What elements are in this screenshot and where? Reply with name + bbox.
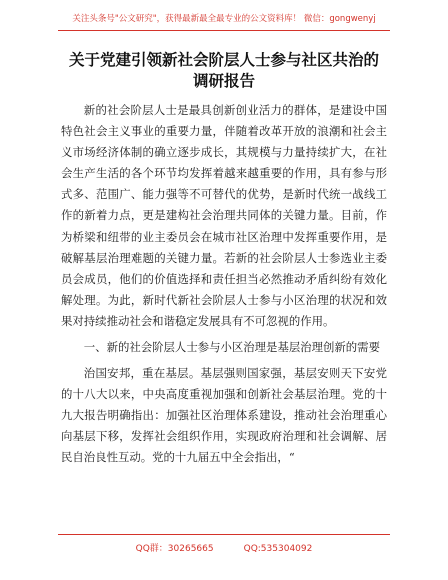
body-paragraph-1: 新的社会阶层人士是最具创新创业活力的群体，是建设中国特色社会主义事业的重要力量，伴随着改革开放的浪潮和社会主义市场经济体制的确立逐步成长，其规模与力量持续扩大，在社会生产生活的各个环节均发挥着越来越重要的作用，具有参与形式多、范围广、能力强等不可替代的优势，是新时代统一战线工作的新着力点，更是建构社会治理共同体的关键力量。目前，作为桥梁和纽带的业主委员会在城市社区治理中发挥重要作用，是破解基层治理难题的关键力量。若新的社会阶层人士参选业主委员会成员，他们的价值选择和责任担当必然推动矛盾纠纷有效化解处理。为此，新时代新社会阶层人士参与小区治理的状况和效果对持续推动社会和谐稳定发展具有不可忽视的作用。 — [61, 103, 387, 328]
document-title-line-2: 调研报告 — [192, 72, 255, 90]
footer-divider — [58, 534, 390, 535]
footer-contact — [0, 541, 448, 554]
footer-qq: QQ:535304092 — [243, 544, 313, 554]
document-body — [61, 100, 387, 469]
section-heading-1: 一、新的社会阶层人士参与小区治理是基层治理创新的需要 — [83, 340, 380, 355]
document-title-line-1: 关于党建引领新社会阶层人士参与社区共治的 — [68, 51, 379, 69]
document-title — [0, 50, 448, 92]
footer-qq-group: QQ群：30265665 — [135, 544, 214, 554]
header-promo-note: 关注头条号"公文研究"，获得最新最全最专业的公文资料库！ 微信：gongwenyj — [72, 14, 376, 24]
body-paragraph-2: 治国安邦，重在基层。基层强则国家强，基层安则天下安党的十八大以来，中央高度重视加强和创新社会基层治理。党的十九大报告明确指出：加强社区治理体系建设，推动社会治理重心向基层下移，发挥社会组织作用，实现政府治理和社会调解、居民自治良性互动。党的十九届五中全会指出，“ — [61, 366, 387, 465]
header-divider — [58, 30, 390, 31]
